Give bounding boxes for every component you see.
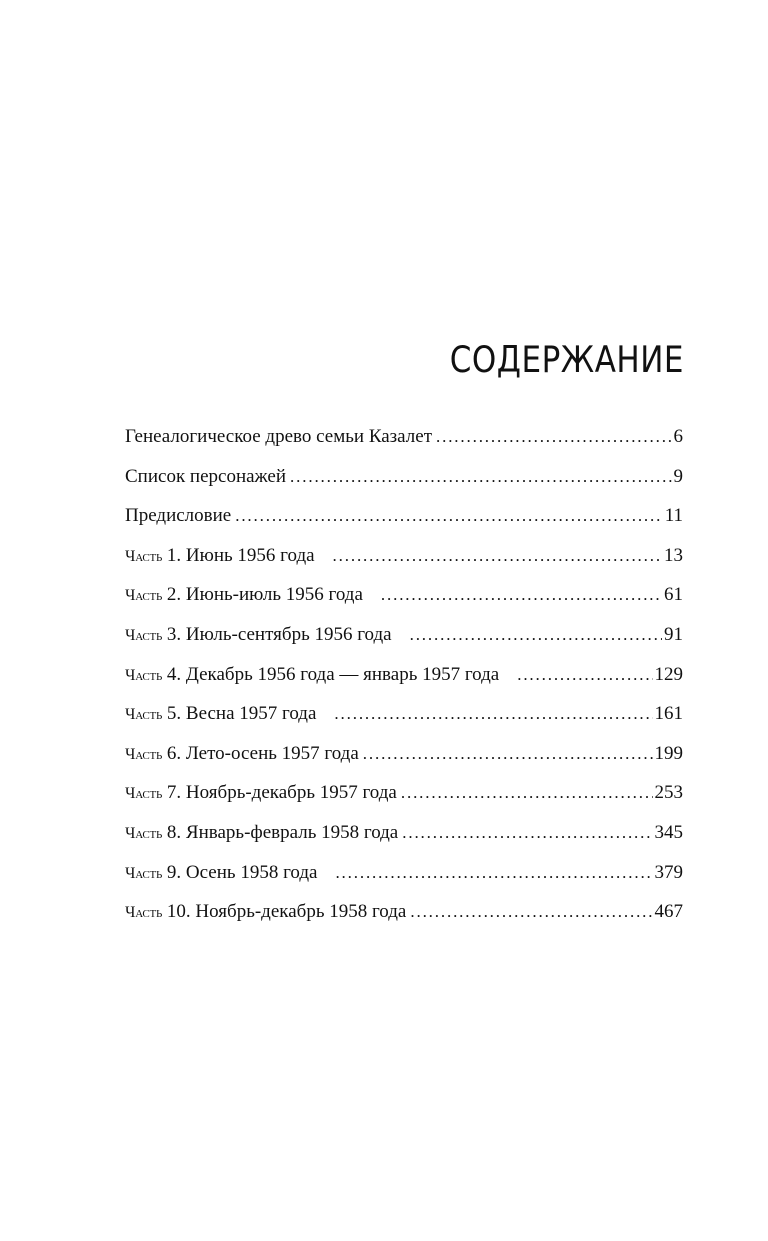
toc-entry-label: Июль-сентябрь 1956 года (185, 623, 392, 645)
part-number: 9. (166, 861, 182, 883)
dot-leader (436, 422, 672, 452)
toc-entry-label: Январь-февраль 1958 года (185, 821, 399, 843)
toc-entry-page: 9 (673, 465, 683, 487)
toc-entry-label: Ноябрь-декабрь 1958 года (195, 901, 407, 923)
toc-entry (125, 422, 683, 462)
toc-entry-title (125, 897, 406, 928)
toc-entry-title (125, 620, 406, 651)
toc-entry-title (125, 462, 286, 492)
toc-entry (125, 699, 683, 739)
dot-leader (402, 818, 652, 848)
toc-entry-title (125, 422, 432, 452)
part-number: 10. (166, 901, 191, 923)
toc-entry-label: Декабрь 1956 года — январь 1957 года (185, 663, 500, 685)
toc-entry (125, 580, 683, 620)
part-word: Часть (125, 706, 163, 724)
dot-leader (381, 580, 662, 610)
toc-entry (125, 897, 683, 937)
toc-entry-label: Лето-осень 1957 года (185, 742, 359, 764)
toc-entry-title (125, 699, 330, 730)
part-word: Часть (125, 864, 163, 882)
toc-entry (125, 858, 683, 898)
toc-entry-label: Июнь 1956 года (185, 544, 315, 566)
part-word: Часть (125, 547, 163, 565)
toc-entry-title (125, 660, 513, 691)
dot-leader (363, 739, 653, 769)
toc-entry (125, 739, 683, 779)
toc-entry (125, 660, 683, 700)
toc-entry-page: 161 (654, 703, 683, 725)
toc-entry-page: 253 (654, 782, 683, 804)
toc-entry-page: 91 (664, 623, 683, 645)
toc-entry-label: Осень 1958 года (185, 861, 318, 883)
part-number: 1. (166, 544, 182, 566)
toc-entry-title (125, 739, 359, 770)
toc-entry-label: Генеалогическое древо семьи Казалет (125, 426, 432, 447)
part-word: Часть (125, 666, 163, 684)
part-word: Часть (125, 626, 163, 644)
toc-entry-page: 345 (654, 821, 683, 843)
toc-entry-page: 61 (664, 584, 683, 606)
part-number: 4. (166, 663, 182, 685)
dot-leader (333, 541, 662, 571)
toc-entry-page: 13 (664, 544, 683, 566)
toc-entry-title (125, 858, 331, 889)
part-word: Часть (125, 745, 163, 763)
toc-entry-page: 199 (654, 742, 683, 764)
toc-entry-page: 11 (664, 505, 683, 527)
toc-entry-label: Весна 1957 года (185, 703, 317, 725)
toc-entry-label: Список персонажей (125, 465, 287, 487)
toc-entry-title (125, 501, 231, 531)
toc-entry-title (125, 580, 377, 611)
dot-leader (517, 660, 652, 690)
toc-entry-label: Ноябрь-декабрь 1957 года (185, 782, 397, 804)
toc-entry-page: 467 (654, 901, 683, 923)
toc-entry (125, 818, 683, 858)
toc-entry (125, 501, 683, 541)
part-number: 2. (166, 584, 182, 606)
part-word: Часть (125, 904, 163, 922)
part-number: 5. (166, 703, 182, 725)
toc-entry (125, 620, 683, 660)
toc-entry-title (125, 778, 397, 809)
dot-leader (235, 501, 662, 531)
part-number: 8. (166, 821, 182, 843)
toc-entry-title (125, 818, 398, 849)
dot-leader (401, 778, 653, 808)
part-word: Часть (125, 785, 163, 803)
toc-entry-label: Июнь-июль 1956 года (185, 584, 363, 606)
dot-leader (410, 620, 662, 650)
part-word: Часть (125, 824, 163, 842)
dot-leader (410, 897, 652, 927)
toc-entry-page: 379 (654, 861, 683, 883)
dot-leader (334, 699, 652, 729)
part-number: 7. (166, 782, 182, 804)
dot-leader (290, 462, 671, 492)
toc-list (125, 422, 683, 937)
toc-entry-label: Предисловие (125, 505, 232, 527)
toc-heading: СОДЕРЖАНИЕ (449, 338, 684, 382)
dot-leader (335, 858, 652, 888)
toc-entry-page: 129 (654, 663, 683, 685)
toc-entry (125, 541, 683, 581)
part-number: 3. (166, 623, 182, 645)
part-word: Часть (125, 587, 163, 605)
toc-entry (125, 778, 683, 818)
toc-entry-title (125, 541, 329, 572)
toc-entry (125, 462, 683, 502)
toc-entry-page: 6 (673, 426, 683, 447)
part-number: 6. (166, 742, 182, 764)
